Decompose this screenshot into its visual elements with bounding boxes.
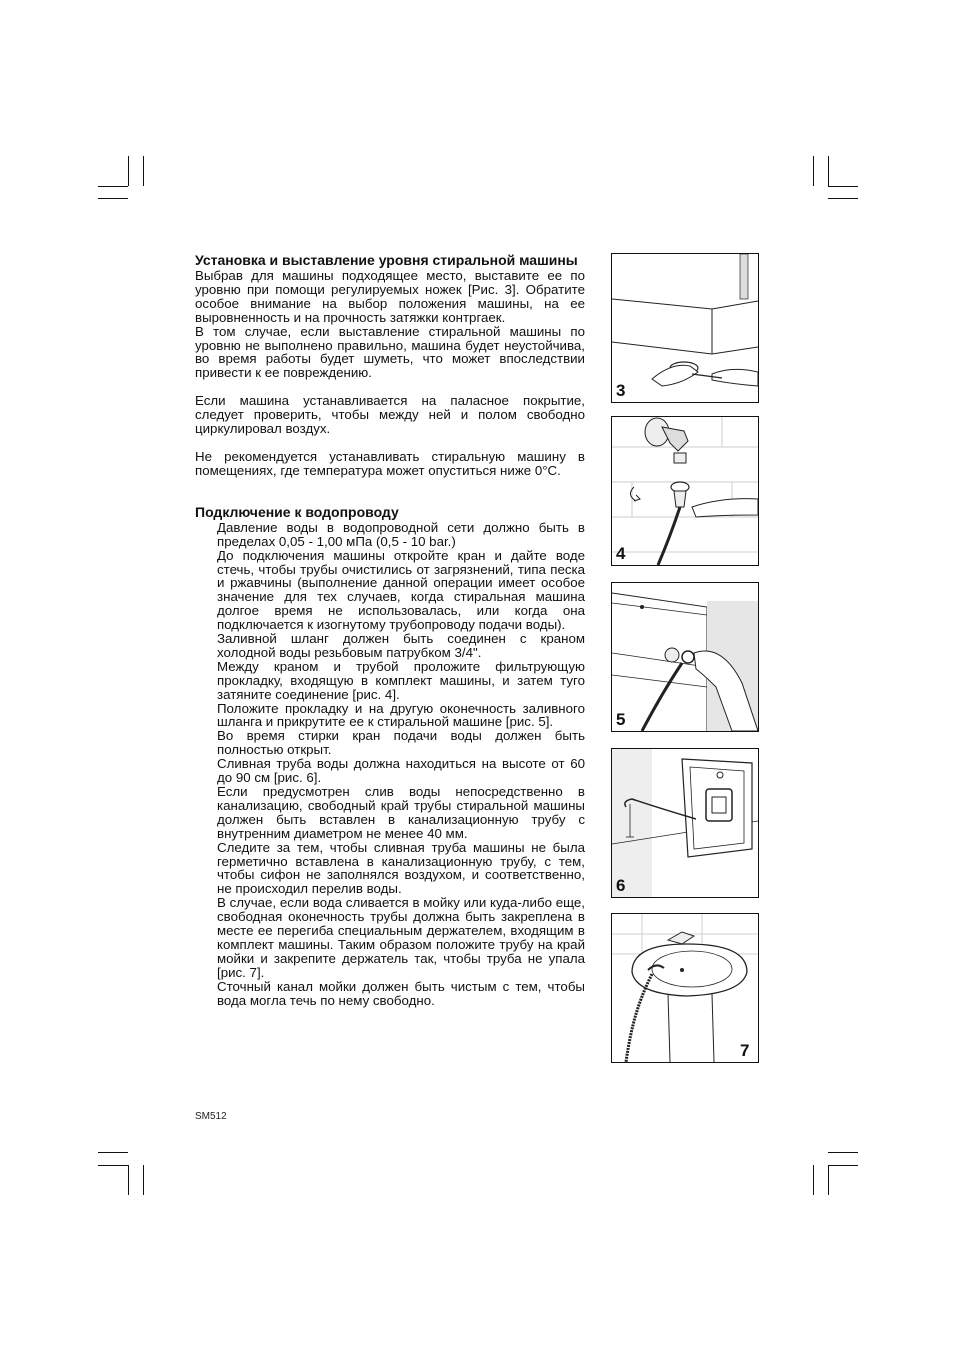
crop-mark [828,156,829,186]
paragraph: В том случае, если выставление стиральной машины по уровню не выполнено правильно, машина будет неустойчива, во время работы будет шуметь, что может впоследствии привести к ее повреждению. [195,323,585,381]
paragraph: Сливная труба воды должна находиться на высоте от 60 до 90 см [рис. 6]. [217,756,585,786]
figure-5 [611,582,759,732]
figure-3 [611,253,759,403]
figure-7 [611,913,759,1063]
crop-mark [828,1152,858,1153]
crop-mark [98,198,128,199]
crop-mark [828,198,858,199]
crop-mark [813,1165,814,1195]
paragraph: Во время стирки кран подачи воды должен быть полностью открыт. [217,728,585,758]
hose-to-machine-illustration-icon [612,583,758,731]
paragraph: Положите прокладку и на другую оконечность заливного шланга и прикрутите ее к стиральной машине [рис. 5]. [217,700,585,730]
crop-mark [98,1152,128,1153]
figure-number: 3 [616,381,626,400]
main-text-column [195,252,585,1008]
section-installation-title: Установка и выставление уровня стиральной машины [195,252,578,268]
crop-mark [98,186,128,187]
paragraph: Выбрав для машины подходящее место, выставите ее по уровню при помощи регулируемых ножек [Рис. 3]. Обратите особое внимание на выбор положения машины, на ее выровненность и на прочность затяжки контргаек. [195,268,585,325]
crop-mark [143,156,144,186]
paragraph: Давление воды в водопроводной сети должно быть в пределах 0,05 - 1,00 мПа (0,5 - 10 bar.) [217,519,585,549]
paragraph: Сточный канал мойки должен быть чистым с тем, чтобы вода могла течь по нему свободно. [217,978,585,1008]
paragraph: Не рекомендуется устанавливать стиральную машину в помещениях, где температура может опуститься ниже 0°С. [195,448,585,478]
paragraph: Между краном и трубой проложите фильтрующую прокладку, входящую в комплект машины, и затем туго затяните соединение [рис. 4]. [217,658,585,702]
figure-6 [611,748,759,898]
crop-mark [828,1165,858,1166]
paragraph: Заливной шланг должен быть соединен с краном холодной воды резьбовым патрубком 3/4". [217,631,585,660]
figure-number: 7 [740,1041,750,1060]
section-water-connection-title: Подключение к водопроводу [195,503,399,520]
figure-number: 6 [616,876,626,895]
tap-connection-illustration-icon [612,417,758,565]
figure-number: 5 [616,710,626,729]
paragraph: До подключения машины откройте кран и дайте воде стечь, чтобы трубы очистились от загрязнений, типа песка и ржавчины (выполнение данной операции имеет особое значение для тех случаев, когда стиральная машина долгое время не использовалась, или когда она подключается к изогнутому трубопроводу подачи воды). [217,547,585,633]
paragraph: Если машина устанавливается на паласное покрытие, следует проверить, чтобы между ней и полом свободно циркулировал воздух. [195,393,585,437]
crop-mark [828,1165,829,1195]
drain-height-illustration-icon [612,749,758,897]
paragraph: Следите за тем, чтобы сливная труба машины не была герметично вставлена в канализационную трубу, с тем, чтобы сифон не заполнялся воздухом, и соответственно, не происходил перелив воды. [217,839,585,897]
figure-4 [611,416,759,566]
document-code: SM512 [195,1111,227,1122]
paragraph: В случае, если вода сливается в мойку или куда-либо еще, свободная оконечность трубы должна быть закреплена в месте ее перегиба специальным держателем, входящим в комплект машины. Таким образом положите трубу на край мойки и закрепите держатель так, чтобы труба не упала [рис. 7]. [217,895,585,980]
crop-mark [128,1165,129,1195]
sink-drain-illustration-icon [612,914,758,1062]
crop-mark [828,186,858,187]
paragraph: Если предусмотрен слив воды непосредственно в канализацию, свободный край трубы стиральной машины должен быть вставлен в канализационную трубу с внутренним диаметром не менее 40 мм. [217,784,585,841]
leveling-feet-illustration-icon [612,254,758,402]
crop-mark [143,1165,144,1195]
crop-mark [813,156,814,186]
figure-number: 4 [616,544,626,563]
crop-mark [128,156,129,186]
crop-mark [98,1165,128,1166]
